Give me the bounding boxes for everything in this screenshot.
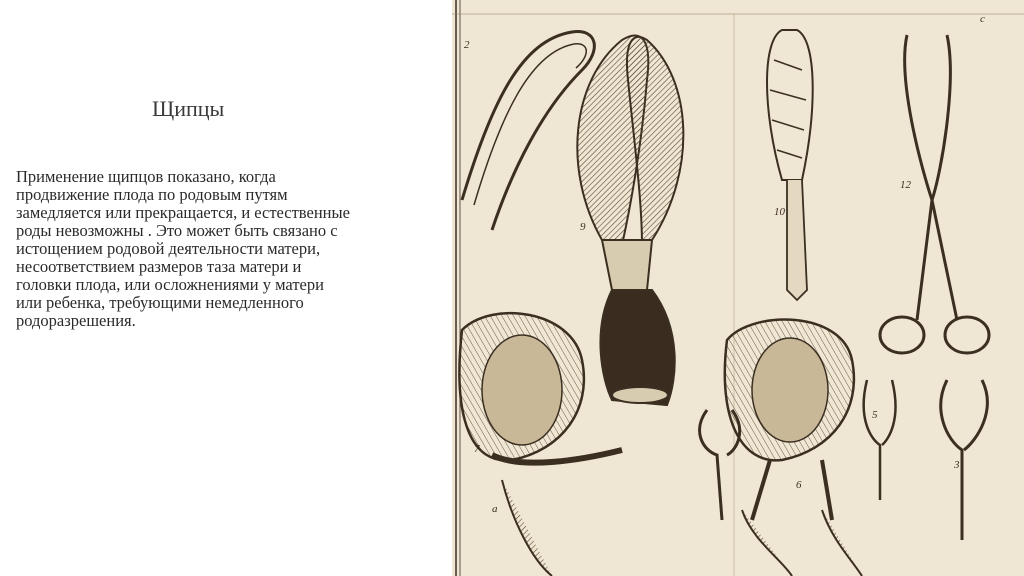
forceps-9 xyxy=(577,36,683,405)
plate-label-9: 9 xyxy=(580,221,586,233)
plate-label-3: 3 xyxy=(954,459,960,471)
plate-label-5: 5 xyxy=(872,409,878,421)
forceps-engraving-illustration xyxy=(452,0,1024,576)
instrument-10 xyxy=(767,30,813,300)
curved-instrument-2 xyxy=(462,32,594,230)
plate-label-a: a xyxy=(492,503,498,515)
plate-label-6: 6 xyxy=(796,479,802,491)
slide-title: Щипцы xyxy=(152,96,225,121)
plate-label-7: 7 xyxy=(474,443,480,455)
plate-label-2: 2 xyxy=(464,39,470,51)
slide-body-text: Применение щипцов показано, когда продвижение плода по родовым путям замедляется или прекращается, и естественные роды невозможны . Это может быть связано с истощением родовой деятельности матери, несоответствием размеров таза матери и головки плода, или осложнениями у матери или ребенка, требующими немедленного родоразрешения. xyxy=(16,167,350,330)
instrument-5 xyxy=(864,380,896,500)
plate-label-c: c xyxy=(980,13,985,25)
plate-label-10: 10 xyxy=(774,206,785,218)
pelvis-figure-7 xyxy=(459,313,622,576)
instrument-12 xyxy=(880,35,989,353)
plate-label-12: 12 xyxy=(900,179,911,191)
pelvis-figure-6 xyxy=(725,320,862,576)
engraving-drawing xyxy=(452,0,1024,576)
instrument-3 xyxy=(941,380,988,540)
